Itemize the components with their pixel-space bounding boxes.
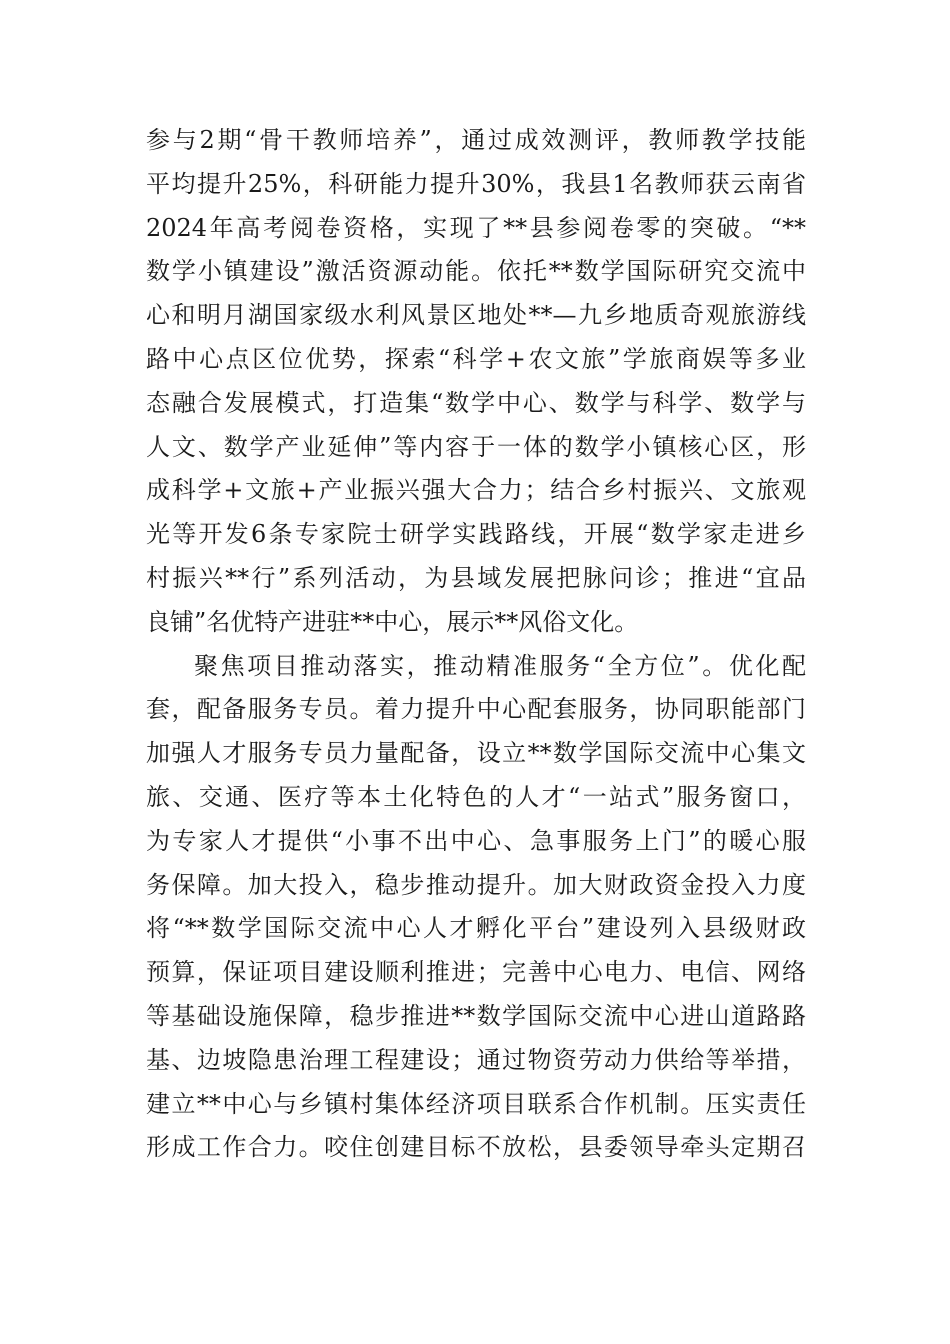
text-line: 将“**数学国际交流中心人才孵化平台”建设列入县级财政 — [146, 914, 806, 943]
text-line: 路中心点区位优势，探索“科学+农文旅”学旅商娱等多业 — [146, 344, 806, 373]
text-line: 基、边坡隐患治理工程建设；通过物资劳动力供给等举措， — [146, 1045, 806, 1074]
text-line: 形成工作合力。咬住创建目标不放松，县委领导牵头定期召 — [146, 1133, 806, 1162]
text-line: 旅、交通、医疗等本土化特色的人才“一站式”服务窗口， — [146, 782, 806, 811]
text-line: 良铺”名优特产进驻**中心，展示**风俗文化。 — [146, 607, 639, 636]
text-line: 务保障。加大投入，稳步推动提升。加大财政资金投入力度 — [146, 870, 806, 899]
text-line: 参与2期“骨干教师培养”，通过成效测评，教师教学技能 — [146, 126, 806, 154]
text-line: 态融合发展模式，打造集“数学中心、数学与科学、数学与 — [146, 388, 806, 417]
text-line: 村振兴**行”系列活动，为县域发展把脉问诊；推进“宜品 — [146, 563, 806, 592]
text-line: 等基础设施保障，稳步推进**数学国际交流中心进山道路路 — [146, 1001, 806, 1030]
text-line: 数学小镇建设”激活资源动能。依托**数学国际研究交流中 — [146, 257, 806, 286]
text-line: 为专家人才提供“小事不出中心、急事服务上门”的暖心服 — [146, 826, 806, 855]
text-line: 心和明月湖国家级水利风景区地处**—九乡地质奇观旅游线 — [146, 301, 806, 330]
paragraph-start-line: 聚焦项目推动落实，推动精准服务“全方位”。优化配 — [194, 651, 806, 680]
text-line: 预算，保证项目建设顺利推进；完善中心电力、电信、网络 — [146, 958, 806, 987]
text-line: 加强人才服务专员力量配备，设立**数学国际交流中心集文 — [146, 739, 806, 768]
text-line: 套，配备服务专员。着力提升中心配套服务，协同职能部门 — [146, 695, 806, 724]
body-text — [146, 119, 806, 1170]
text-line: 人文、数学产业延伸”等内容于一体的数学小镇核心区，形 — [146, 432, 806, 461]
text-line: 光等开发6条专家院士研学实践路线，开展“数学家走进乡 — [146, 520, 806, 549]
text-line: 平均提升25%，科研能力提升30%，我县1名教师获云南省 — [146, 169, 806, 198]
text-line: 成科学+文旅+产业振兴强大合力；结合乡村振兴、文旅观 — [146, 476, 806, 505]
text-line: 2024年高考阅卷资格，实现了**县参阅卷零的突破。“** — [146, 213, 806, 242]
text-line: 建立**中心与乡镇村集体经济项目联系合作机制。压实责任 — [146, 1089, 806, 1118]
